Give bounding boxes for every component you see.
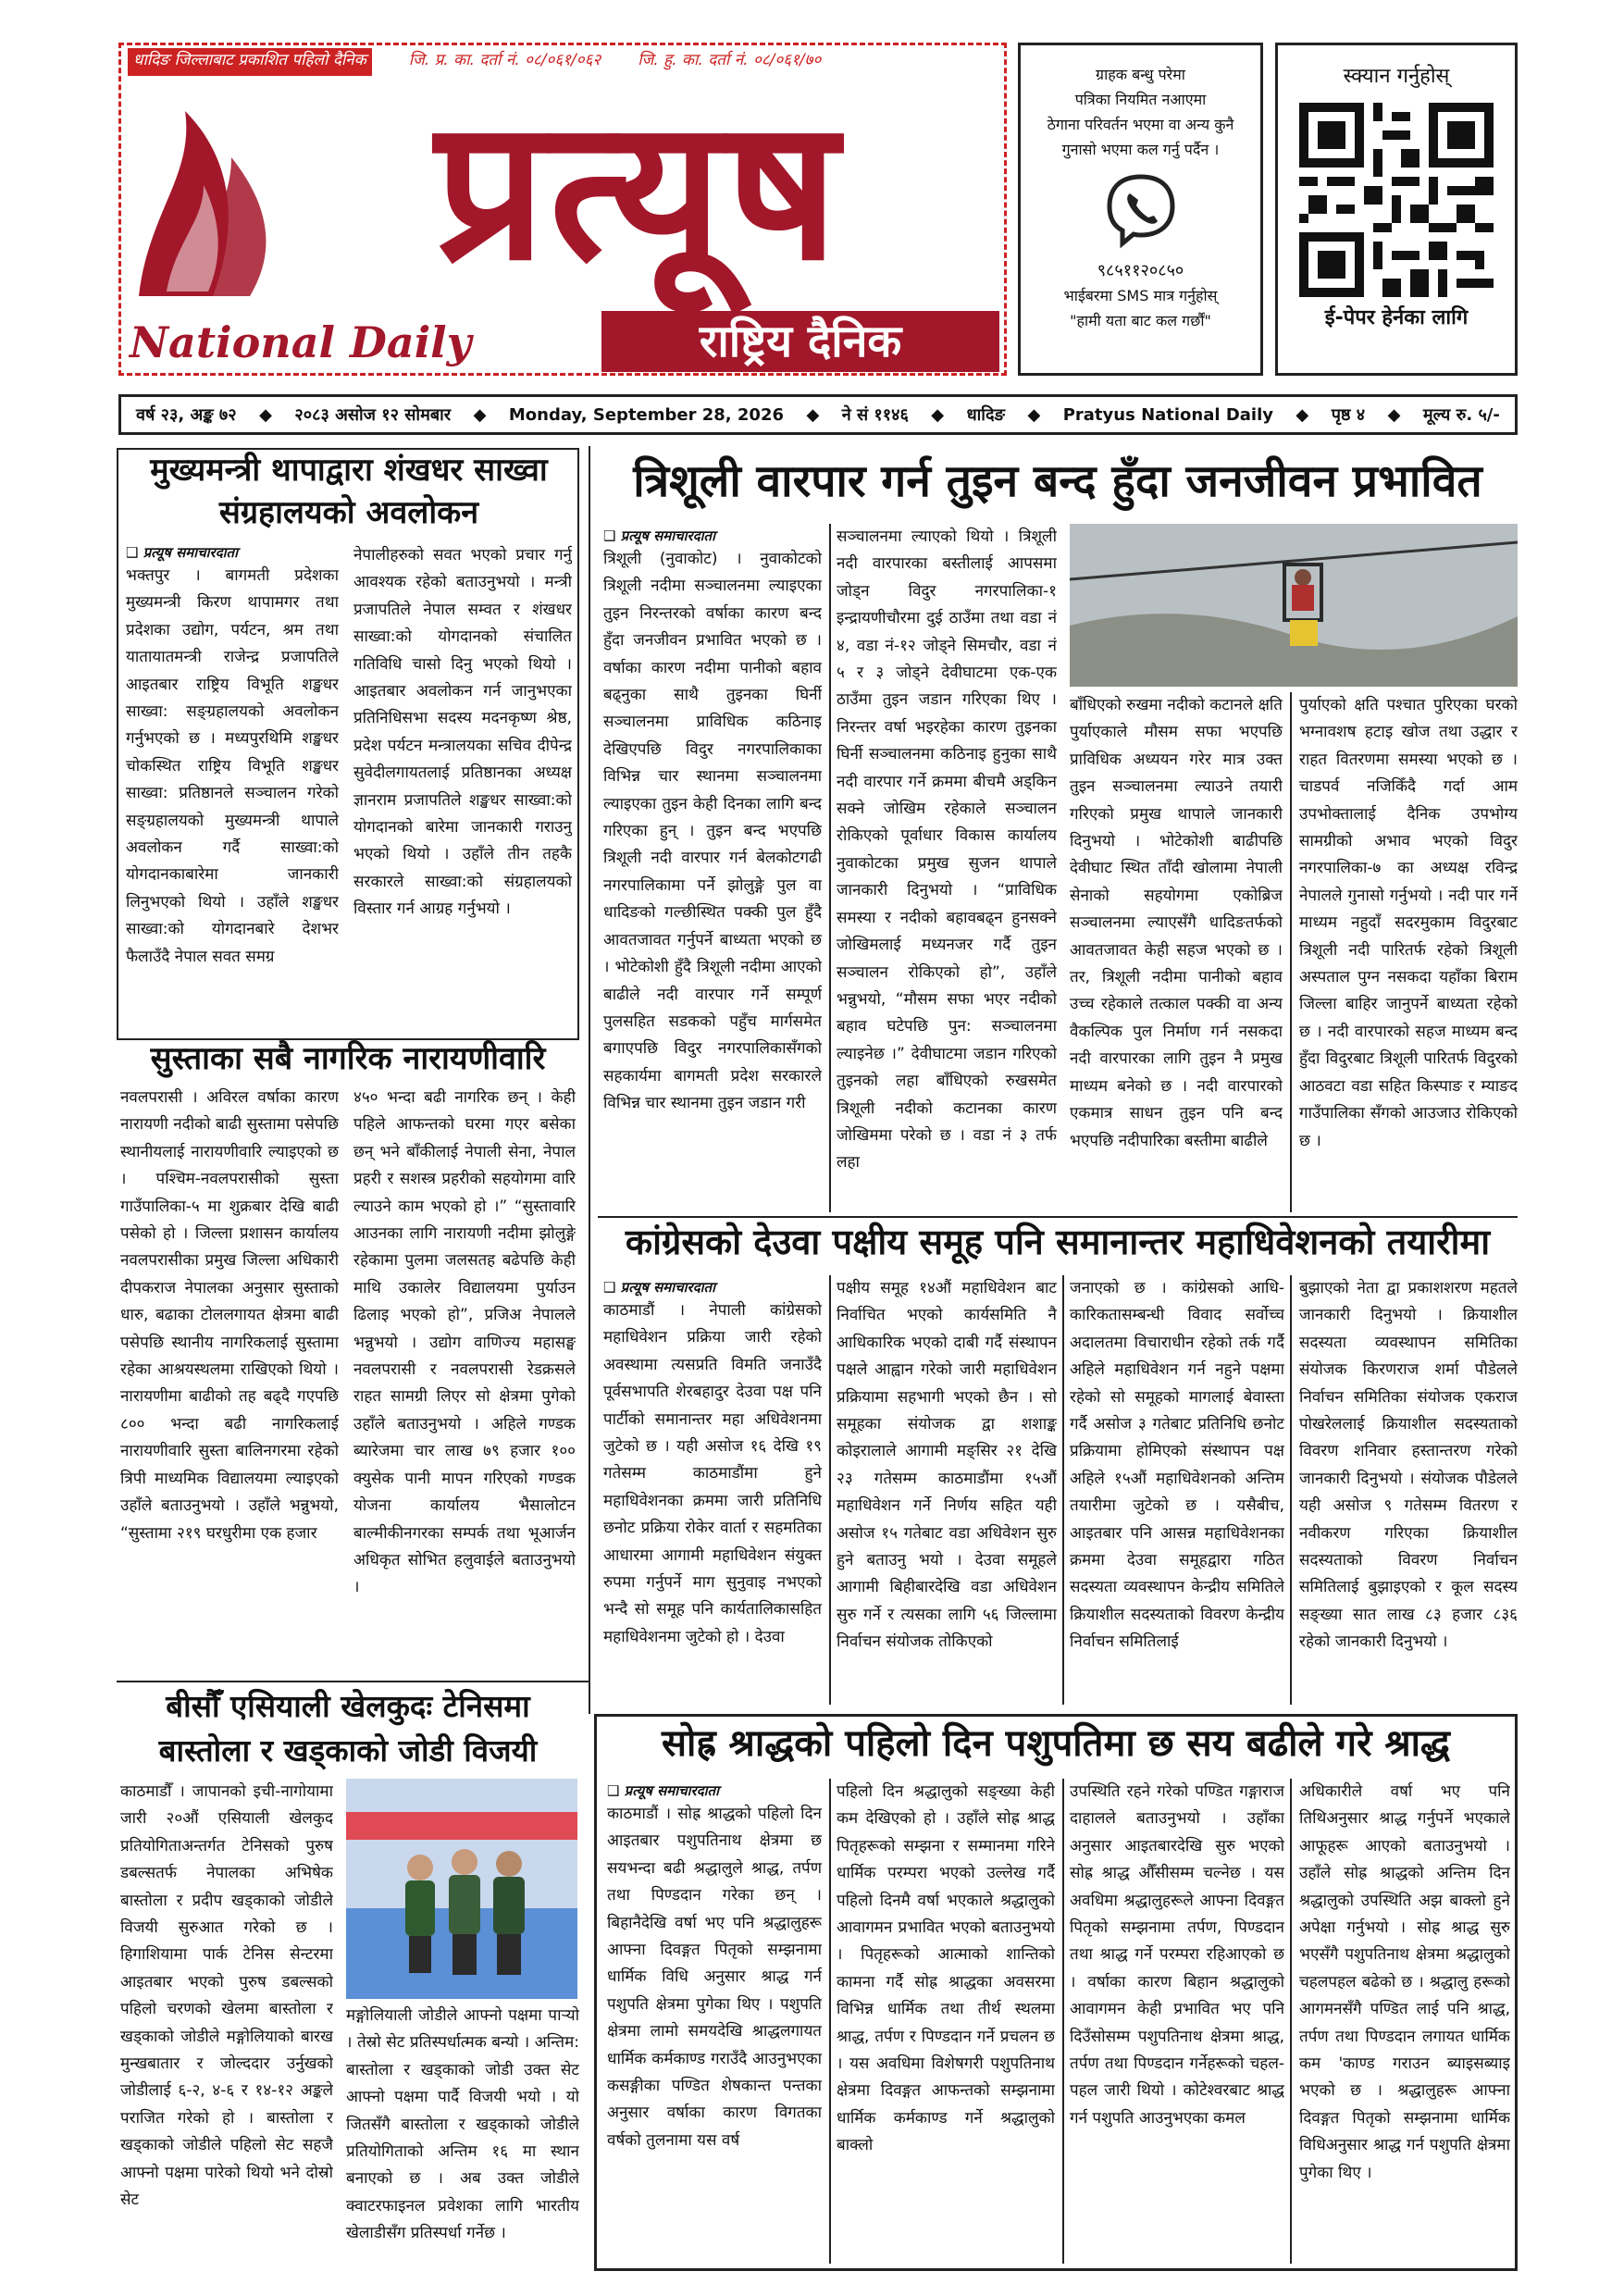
story-tennis-headline-1: बीसौँ एसियाली खेलकुदः टेनिसमा	[166, 1688, 530, 1724]
story-cm-museum-column-1: भक्तपुर । बागमती प्रदेशका मुख्यमन्त्री किरण थापामगर तथा प्रदेशका उद्योग, पर्यटन, श्रम तथा यातायातमन्त्री राजेन्द्र प्रजापतिले आइतबार राष्ट्रिय विभूति शङ्खधर साख्वा: सङ्ग्रहालयको अवलोकन गर्नुभएको छ । मध्यपुरथिमि शङ्खधर चोकस्थित राष्ट्रिय विभूति शङ्खधर साख्वा: प्रतिष्ठानले सञ्चालन गरेको सङ्ग्रहालयको मुख्यमन्त्री थापाले अवलोकन गर्दै साख्वा:को योगदानकाबारेमा जानकारी लिनुभएको थियो । उहाँले शङ्खधर साख्वा:को योगदानबारे देशभर फैलाउँदै नेपाल सवत समग्र	[126, 566, 339, 966]
story-shraddha-headline: सोह्र श्राद्धको पहिलो दिन पशुपतिमा छ सय बढीले गरे श्राद्ध	[661, 1722, 1450, 1765]
story-shraddha-column-4: अधिकारीले वर्षा भए पनि तिथिअनुसार श्राद्ध गर्नुपर्ने भएकाले आफूहरू आएको बताउनुभयो । उहाँले सोह्र श्राद्धको अन्तिम दिन श्रद्धालुको उपस्थिति अझ बाक्लो हुने अपेक्षा गर्नुभयो । सोह्र श्राद्ध सुरु भएसँगै पशुपतिनाथ क्षेत्रमा श्रद्धालुको चहलपहल बढेको छ । श्रद्धालु हरूको आगमनसँगै पण्डित लाई पनि श्राद्ध, तर्पण तथा पिण्डदान लगायत धार्मिक कम 'काण्ड गराउन ब्याइसब्याइ भएको छ । श्रद्धालुहरू आफ्ना दिवङ्गत पितृको सम्झनामा धार्मिक विधिअनुसार श्राद्ध गर्न पशुपति क्षेत्रमा पुगेका थिए ।	[1299, 1782, 1510, 2182]
subscriber-notice	[1018, 43, 1263, 376]
logo-subtitle-nepali: राष्ट्रिय दैनिक	[601, 311, 999, 372]
story-trishuli-column-3: बाँधिएको रुखमा नदीको कटानले क्षति पुर्याएकाले मौसम सफा भएपछि प्राविधिक अध्ययन गरेर मात्र उक्त तुइन सञ्चालनमा ल्याउने तयारी गरिएको प्रमुख थापाले जानकारी दिनुभयो । भोटेकोशी बाढीपछि देवीघाट स्थित ताँदी खोलामा नेपाली सेनाको सहयोगमा एकोब्रिज सञ्चालनमा ल्याएसँगै धादिङतर्फको आवतजावत केही सहज भएको छ । तर, त्रिशूली नदीमा पानीको बहाव उच्च रहेकाले तत्काल पक्की वा अन्य वैकल्पिक पुल निर्माण गर्न नसकदा नदी वारपारका लागि तुइन नै प्रमुख माध्यम बनेको छ । नदी वारपारको एकमात्र साधन तुइन पनि बन्द भएपछि नदीपारिका बस्तीमा बाढीले	[1070, 696, 1283, 1150]
story-tennis-column-1: काठमाडौँ । जापानको इची-नागोयामा जारी २०औं एसियाली खेलकुद प्रतियोगिताअन्तर्गत टेनिसको पुरुष डबल्सतर्फ नेपालका अभिषेक बास्तोला र प्रदीप खड्काको जोडीले विजयी सुरुआत गरेको छ । हिगाशियामा पार्क टेनिस सेन्टरमा आइतबार भएको पुरुष डबल्सको पहिलो चरणको खेलमा बास्तोला र खड्काको जोडीले मङ्गोलियाको बारख मुन्खबातार र जोल्ददार उर्नुखको जोडीलाई ६-२, ४-६ र १४-१२ अङ्कले पराजित गरेको हो । बास्तोला र खड्काको जोडीले पहिलो सेट सहजै आफ्नो पक्षमा पारेको थियो भने दोस्रो सेट	[120, 1782, 333, 2210]
qr-panel	[1275, 43, 1518, 376]
flame-logo-icon	[130, 102, 287, 305]
diamond-icon: ◆	[473, 404, 487, 425]
section-divider	[117, 1681, 589, 1682]
story-susta-column-2: ४५० भन्दा बढी नागरिक छन् । केही पहिले आफन्तको घरमा गएर बसेका छन् भने बाँकीलाई नेपाली सेना, नेपाल प्रहरी र सशस्त्र प्रहरीको सहयोगमा वारि ल्याउने काम भएको हो ।” “सुस्तावारि आउनका लागि नारायणी नदीमा झोलुङ्गे रहेकामा पुलमा जलसतह बढेपछि केही माथि उकालेर विद्यालयमा पुर्याउन ढिलाइ भएको हो”, प्रजिअ नेपालले भन्नुभयो । उद्योग वाणिज्य महासङ्घ नवलपरासी र नवलपरासी रेडक्रसले राहत सामग्री लिएर सो क्षेत्रमा पुगेको उहाँले बताउनुभयो । अहिले गण्डक ब्यारेजमा चार लाख ७९ हजार १०० क्युसेक पानी मापन गरिएको गण्डक योजना कार्यालय भैसालोटन बाल्मीकीनगरका सम्पर्क तथा भूआर्जन अधिकृत सोभित हलुवाईले बताउनुभयो ।	[353, 1088, 576, 1597]
notice-line: ठेगाना परिवर्तन भएमा वा अन्य कुनै	[1047, 116, 1234, 133]
story-cm-museum-column-2: नेपालीहरुको सवत भएको प्रचार गर्नु आवश्यक रहेको बताउनुभयो । मन्त्री प्रजापतिले नेपाल सम्वत र शंखधर साख्वा:को योगदानको संचालित गतिविधि चासो दिनु भएको थियो । आइतबार अवलोकन गर्न जानुभएका प्रतिनिधिसभा सदस्य मदनकृष्ण श्रेष्ठ, प्रदेश पर्यटन मन्त्रालयका सचिव दीपेन्द्र सुवेदीलगायतलाई प्रतिष्ठानका अध्यक्ष ज्ञानराम प्रजापतिले शङ्खधर साख्वा:को योगदानको बारेमा जानकारी गराउनु भएको थियो । उहाँले तीन तहकै सरकारले साख्वा:को संग्रहालयको विस्तार गर्न आग्रह गर्नुभयो ।	[353, 546, 572, 919]
diamond-icon: ◆	[1295, 404, 1309, 425]
notice-line: "हामी यता बाट कल गर्छौं"	[1070, 312, 1211, 329]
byline: ❑ प्रत्यूष समाचारदाता	[607, 1781, 820, 1801]
viber-phone-icon	[1102, 171, 1180, 249]
tennis-players-photo-icon	[346, 1779, 577, 1999]
story-susta-column-1: नवलपरासी । अविरल वर्षाका कारण नारायणी नदीको बाढी सुस्तामा पसेपछि स्थानीयलाई नारायणीवारि ल्याइएको छ । पश्चिम-नवलपरासीको सुस्ता गाउँपालिका-५ मा शुक्रबार देखि बाढी पसेको हो । जिल्ला प्रशासन कार्यालय नवलपरासीका प्रमुख जिल्ला अधिकारी दीपकराज नेपालका अनुसार सुस्ताको धारु, बढाका टोललगायत क्षेत्रमा बाढी पसेपछि स्थानीय नागरिकलाई सुस्तामा रहेका आश्रयस्थलमा राखिएको थियो । नारायणीमा बाढीको तह बढ्दै गएपछि ८०० भन्दा बढी नागरिकलाई नारायणीवारि सुस्ता बालिनगरमा रहेको त्रिपी माध्यमिक विद्यालयमा ल्याइएको उहाँले बताउनुभयो । उहाँले भन्नुभयो, “सुस्तामा २१९ घरधुरीमा एक हजार	[120, 1088, 339, 1543]
reg-right: जि. हु. का. दर्ता नं. ०८/०६१/७०	[638, 51, 822, 69]
date-english: Monday, September 28, 2026	[508, 404, 784, 425]
publication-place: धादिङ	[966, 405, 1005, 425]
date-nepali: २०८३ असोज १२ सोमबार	[294, 405, 452, 425]
diamond-icon: ◆	[1387, 404, 1401, 425]
diamond-icon: ◆	[806, 404, 820, 425]
notice-line: भाईबरमा SMS मात्र गर्नुहोस्	[1063, 287, 1218, 304]
story-congress-headline: कांग्रेसको देउवा पक्षीय समूह पनि समानान्तर महाधिवेशनको तयारीमा	[625, 1222, 1491, 1262]
section-divider	[598, 1216, 1518, 1218]
column-divider	[829, 1779, 831, 2264]
nepal-sambat: ने सं ११४६	[841, 405, 909, 425]
registration-line	[122, 48, 1001, 76]
diamond-icon: ◆	[1027, 404, 1041, 425]
volume-issue: वर्ष २३, अङ्क ७२	[136, 405, 237, 425]
diamond-icon: ◆	[259, 404, 272, 425]
logo-subtitle-english: National Daily	[130, 317, 472, 367]
price: मूल्य रु. ५/-	[1422, 405, 1500, 425]
diamond-icon: ◆	[931, 404, 945, 425]
page-number: पृष्ठ ४	[1331, 405, 1366, 425]
reg-left: धादिङ जिल्लाबाट प्रकाशित पहिलो दैनिक	[128, 48, 372, 76]
notice-phone: ९८५११२०८५०	[1097, 261, 1184, 280]
story-shraddha-column-1: काठमाडौं । सोह्र श्राद्धको पहिलो दिन आइतबार पशुपतिनाथ क्षेत्रमा छ सयभन्दा बढी श्रद्धालुले श्राद्ध, तर्पण तथा पिण्डदान गरेका छन् । बिहानैदेखि वर्षा भए पनि श्रद्धालुहरू आफ्ना दिवङ्गत पितृको सम्झनामा धार्मिक विधि अनुसार श्राद्ध गर्न पशुपति क्षेत्रमा पुगेका थिए । पशुपति क्षेत्रमा लामो समयदेखि श्राद्धलगायत धार्मिक कर्मकाण्ड गराउँदै आउनुभएका कसङ्गीका पण्डित शेषकान्त पन्तका अनुसार वर्षाका कारण विगतका वर्षको तुलनामा यस वर्ष	[607, 1805, 822, 2150]
story-tennis-column-2: मङ्गोलियाली जोडीले आफ्नो पक्षमा पार्‍यो । तेस्रो सेट प्रतिस्पर्धात्मक बन्यो । अन्तिम: बास्तोला र खड्काको जोडी उक्त सेट आफ्नो पक्षमा पार्दै विजयी भयो । यो जितसँगै बास्तोला र खड्काको जोडीले प्रतियोगिताको अन्तिम १६ मा स्थान बनाएको छ । अब उक्त जोडीले क्वाटरफाइनल प्रवेशका लागि भारतीय खेलाडीसँग प्रतिस्पर्धा गर्नेछ ।	[346, 2006, 579, 2243]
story-cm-museum-headline-1: मुख्यमन्त्री थापाद्वारा शंखधर साख्वा	[150, 452, 548, 489]
story-cm-museum-headline-2: संग्रहालयको अवलोकन	[218, 494, 479, 531]
story-congress-column-3: जनाएको छ । कांग्रेसको आधि-कारिकतासम्बन्धी विवाद सर्वोच्च अदालतमा विचाराधीन रहेको तर्क गर्दै अहिले महाधिवेशन गर्न नहुने पक्षमा रहेको सो समूहको मागलाई बेवास्ता गर्दै असोज ३ गतेबाट प्रतिनिधि छनोट प्रक्रियामा होमिएको संस्थापन पक्ष अहिले १५औं महाधिवेशनको अन्तिम तयारीमा जुटेको छ । यसैबीच, आइतबार पनि आसन्न महाधिवेशनका क्रममा देउवा समूहद्वारा गठित सदस्यता व्यवस्थापन केन्द्रीय समितिले क्रियाशील सदस्यताको विवरण केन्द्रीय निर्वाचन समितिलाई	[1070, 1279, 1284, 1652]
byline: ❑ प्रत्यूष समाचारदाता	[126, 542, 339, 563]
story-congress-column-2: पक्षीय समूह १४औं महाधिवेशन बाट निर्वाचित भएको कार्यसमिति नै आधिकारिक भएको दाबी गर्दै संस्थापन पक्षले आह्वान गरेको जारी महाधिवेशन प्रक्रियामा सहभागी भएको छैन । सो समूहका संयोजक द्वा शशाङ्क कोइरालाले आगामी मङ्सिर २१ देखि २३ गतेसम्म काठमाडौंमा १५औं महाधिवेशन गर्ने निर्णय सहित यही असोज १५ गतेबाट वडा अधिवेशन सुरु हुने बताउनु भयो । देउवा समूहले आगामी बिहीबारदेखि वडा अधिवेशन सुरु गर्ने र त्यसका लागि ५६ जिल्लामा निर्वाचन संयोजक तोकिएको	[837, 1279, 1057, 1652]
story-trishuli-column-1: त्रिशूली (नुवाकोट) । नुवाकोटको त्रिशूली नदीमा सञ्चालनमा ल्याइएका तुइन निरन्तरको वर्षाका कारण बन्द हुँदा जनजीवन प्रभावित भएको छ । वर्षाका कारण नदीमा पानीको बहाव बढ्नुका साथै तुइनका घिर्नी सञ्चालनमा प्राविधिक कठिनाइ देखिएपछि विदुर नगरपालिकाका विभिन्न चार स्थानमा सञ्चालनमा ल्याइएका तुइन केही दिनका लागि बन्द गरिएका हुन् । तुइन बन्द भएपछि त्रिशूली नदी वारपार गर्न बेलकोटगढी नगरपालिकामा पर्ने झोलुङ्गे पुल वा धादिङको गल्छीस्थित पक्की पुल हुँदै आवतजावत गर्नुपर्ने बाध्यता भएको छ । भोटेकोशी हुँदै त्रिशूली नदीमा आएको बाढीले नदी वारपार गर्ने सम्पूर्ण पुलसहित सडकको पहुँच मार्गसमेत बगाएपछि विदुर नगरपालिकासँगको सहकार्यमा बागमती प्रदेश सरकारले विभिन्न चार स्थानमा तुइन जडान गरी	[603, 550, 822, 1113]
dateline-bar	[118, 394, 1518, 435]
byline: ❑ प्रत्यूष समाचारदाता	[603, 526, 816, 546]
story-trishuli-headline: त्रिशूली वारपार गर्न तुइन बन्द हुँदा जनजीवन प्रभावित	[633, 455, 1482, 507]
story-shraddha-column-3: उपस्थिति रहने गरेको पण्डित गङ्गाराज दाहालले बताउनुभयो । उहाँका अनुसार आइतबारदेखि सुरु भएको सोह्र श्राद्ध औँसीसम्म चल्नेछ । यस अवधिमा श्रद्धालुहरूले आफ्ना दिवङ्गत पितृको सम्झनामा तर्पण, पिण्डदान तथा श्राद्ध गर्ने परम्परा रहिआएको छ । वर्षाका कारण बिहान श्रद्धालुको आवागमन केही प्रभावित भए पनि दिउँसोसम्म पशुपतिनाथ क्षेत्रमा श्राद्ध, तर्पण तथा पिण्डदान गर्नेहरूको चहल-पहल जारी थियो । कोटेश्वरबाट श्राद्ध गर्न पशुपति आउनुभएका कमल	[1070, 1782, 1284, 2128]
qr-caption: ई-पेपर हेर्नका लागि	[1324, 306, 1469, 329]
column-divider	[1062, 1779, 1064, 2264]
column-divider	[1290, 1779, 1292, 2264]
story-congress-column-4: बुझाएको नेता द्वा प्रकाशशरण महतले जानकारी दिनुभयो । क्रियाशील सदस्यता व्यवस्थापन समितिका संयोजक किरणराज शर्मा पौडेलले निर्वाचन समितिका संयोजक एकराज पोखरेललाई क्रियाशील सदस्यताको विवरण शनिवार हस्तान्तरण गरेको जानकारी दिनुभयो । संयोजक पौडेलले यही असोज ९ गतेसम्म वितरण र नवीकरण गरिएका क्रियाशील सदस्यताको विवरण निर्वाचन समितिलाई बुझाइएको र कूल सदस्य सङ्ख्या सात लाख ८३ हजार ८३६ रहेको जानकारी दिनुभयो ।	[1299, 1279, 1518, 1652]
story-congress-column-1: काठमाडौं । नेपाली कांग्रेसको महाधिवेशन प्रक्रिया जारी रहेको अवस्थामा त्यसप्रति विमति जनाउँदै पूर्वसभापति शेरबहादुर देउवा पक्ष पनि पार्टीको समानान्तर महा अधिवेशनमा जुटेको छ । यही असोज १६ देखि १९ गतेसम्म काठमाडौंमा हुने महाधिवेशनका क्रममा जारी प्रतिनिधि छनोट प्रक्रिया रोकेर वार्ता र सहमतिका आधारमा आगामी महाधिवेशन संयुक्त रुपमा गर्नुपर्ने माग सुनुवाइ नभएको भन्दै सो समूह पनि कार्यतालिकासहित महाधिवेशनमा जुटेको हो । देउवा	[603, 1301, 822, 1646]
story-trishuli-column-4: पुर्याएको क्षति पश्चात पुरिएका घरको भग्नावशष हटाइ खोज तथा उद्धार र राहत वितरणमा समस्या भएको छ । चाडपर्व नजिकिँदै गर्दा आम उपभोक्तालाई दैनिक उपभोग्य सामग्रीको अभाव भएको विदुर नगरपालिका-७ का अध्यक्ष रविन्द्र नेपालले गुनासो गर्नुभयो । नदी पार गर्ने माध्यम नहुदाँ सदरमुकाम विदुरबाट त्रिशूली नदी पारितर्फ रहेको त्रिशूली अस्पताल पुग्न नसकदा यहाँका बिराम जिल्ला बाहिर जानुपर्ने बाध्यता रहेको छ । नदी वारपारको सहज माध्यम बन्द हुँदा विदुरबाट त्रिशूली पारितर्फ विदुरको आठवटा वडा सहित किस्पाङ र म्याङद गाउँपालिका सँगको आउजाउ रोकिएको छ ।	[1299, 696, 1518, 1150]
story-trishuli-column-2: सञ्चालनमा ल्याएको थियो । त्रिशूली नदी वारपारका बस्तीलाई आपसमा जोड्न विदुर नगरपालिका-१ इन्द्रायणीचौरमा दुई ठाउँमा तथा वडा नं ४, वडा नं-१२ जोड्ने सिमचौर, वडा नं ५ र ३ जोड्ने देवीघाटमा एक-एक ठाउँमा तुइन जडान गरिएका थिए । निरन्तर वर्षा भइरहेका कारण तुइनका घिर्नी सञ्चालनमा कठिनाइ हुनुका साथै नदी वारपार गर्ने क्रममा बीचमै अड्किन सक्ने जोखिम रहेकाले सञ्चालन रोकिएको पूर्वाधार विकास कार्यालय नुवाकोटका प्रमुख सुजन थापाले जानकारी दिनुभयो । “प्राविधिक समस्या र नदीको बहावबढ्न हुनसक्ने जोखिमलाई मध्यनजर गर्दै तुइन सञ्चालन रोकिएको हो”, उहाँले भन्नुभयो, “मौसम सफा भएर नदीको बहाव घटेपछि पुन: सञ्चालनमा ल्याइनेछ ।” देवीघाटमा जडान गरिएको तुइनको लहा बाँधिएको रुखसमेत त्रिशूली नदीको कटानका कारण जोखिममा परेको छ । वडा नं ३ तर्फ लहा	[837, 527, 1057, 1173]
notice-line: पत्रिका नियमित नआएमा	[1074, 91, 1207, 108]
story-tennis-headline-2: बास्तोला र खड्काको जोडी विजयी	[158, 1732, 538, 1769]
notice-line: गुनासो भएमा कल गर्नु पर्दैन ।	[1061, 141, 1220, 158]
reg-mid: जि. प्र. का. दर्ता नं. ०८/०६१/०६२	[408, 51, 601, 69]
logo-wordmark: प्रत्यूष	[435, 75, 842, 304]
byline: ❑ प्रत्यूष समाचारदाता	[603, 1277, 816, 1297]
column-divider	[1290, 692, 1292, 1212]
qr-title: स्क्यान गर्नुहोस्	[1343, 65, 1450, 88]
tuin-crossing-photo-icon	[1070, 524, 1518, 687]
story-susta-headline: सुस्ताका सबै नागरिक नारायणीवारि	[150, 1040, 546, 1077]
column-divider	[589, 446, 590, 1714]
column-divider	[1290, 1275, 1292, 1705]
qr-code-icon[interactable]	[1299, 103, 1494, 297]
publication-name: Pratyus National Daily	[1062, 404, 1273, 425]
notice-line: ग्राहक बन्धु परेमा	[1096, 66, 1185, 83]
column-divider	[829, 524, 831, 1212]
column-divider	[829, 1275, 831, 1705]
story-shraddha-column-2: पहिलो दिन श्रद्धालुको सङ्ख्या केही कम देखिएको हो । उहाँले सोह्र श्राद्ध पितृहरूको सम्झना र सम्मानमा गरिने धार्मिक परम्परा भएको उल्लेख गर्दै पहिलो दिनमै वर्षा भएकाले श्रद्धालुको आवागमन प्रभावित भएको बताउनुभयो । पितृहरूको आत्माको शान्तिको कामना गर्दै सोह्र श्राद्धका अवसरमा विभिन्न धार्मिक तथा तीर्थ स्थलमा श्राद्ध, तर्पण र पिण्डदान गर्ने प्रचलन छ । यस अवधिमा विशेषगरी पशुपतिनाथ क्षेत्रमा दिवङ्गत आफन्तको सम्झनामा धार्मिक कर्मकाण्ड गर्ने श्रद्धालुको बाक्लो	[837, 1782, 1055, 2155]
column-divider	[1062, 1275, 1064, 1705]
